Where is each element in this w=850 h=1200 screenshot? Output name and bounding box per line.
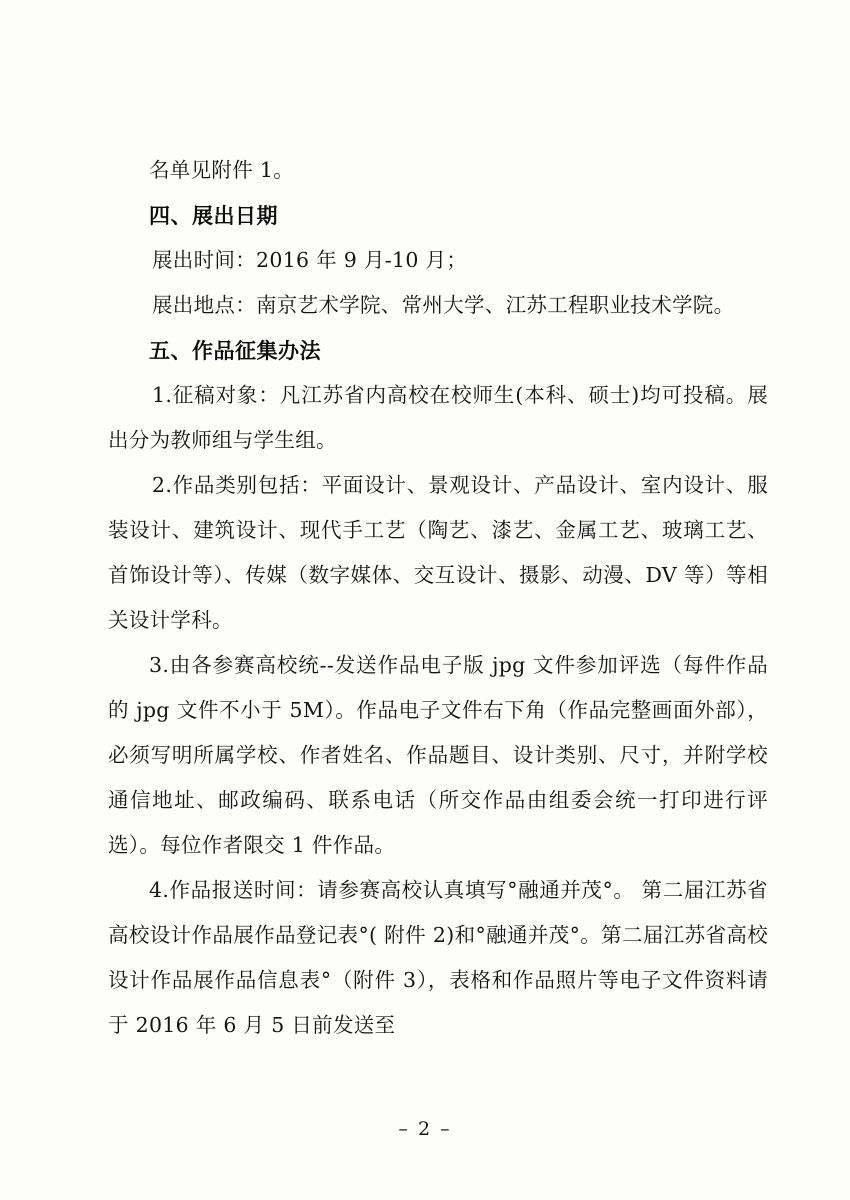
paragraph-item-2-categories: 2.作品类别包括：平面设计、景观设计、产品设计、室内设计、服装设计、建筑设计、现代手工艺（陶艺、漆艺、金属工艺、玻璃工艺、首饰设计等）、传媒（数字媒体、交互设计、摄影、动漫、DV 等）等相关设计学科。 <box>108 473 768 632</box>
section-heading-submission-method: 五、作品征集办法 <box>149 338 321 363</box>
paragraph-item-3-file-requirements: 3.由各参赛高校统--发送作品电子版 jpg 文件参加评选（每件作品的 jpg 文件不小于 5M）。作品电子文件右下角（作品完整画面外部），必须写明所属学校、作者姓名、作品题目、设计类别、尺寸，并附学校通信地址、邮政编码、联系电话（所交作品由组委会统一打印进行评选）。每位作者限交 1 件作品。 <box>108 653 768 857</box>
page-number: – 2 – <box>398 1118 452 1140</box>
section-heading-exhibition-date: 四、展出日期 <box>149 203 278 228</box>
paragraph-item-1-eligibility: 1.征稿对象：凡江苏省内高校在校师生(本科、硕士)均可投稿。展出分为教师组与学生组。 <box>108 383 768 452</box>
paragraph-exhibition-time: 展出时间：2016 年 9 月-10 月； <box>152 248 468 272</box>
document-body <box>108 148 768 1048</box>
paragraph-item-4-deadline: 4.作品报送时间：请参赛高校认真填写°融通并茂°。 第二届江苏省高校设计作品展作品登记表°( 附件 2)和°融通并茂°。第二届江苏省高校设计作品展作品信息表°（附件 3），表格和作品照片等电子文件资料请于 2016 年 6 月 5 日前发送至 <box>108 878 768 1037</box>
paragraph-exhibition-venue: 展出地点：南京艺术学院、常州大学、江苏工程职业技术学院。 <box>152 293 735 317</box>
paragraph-attachment-list: 名单见附件 1。 <box>149 158 294 182</box>
